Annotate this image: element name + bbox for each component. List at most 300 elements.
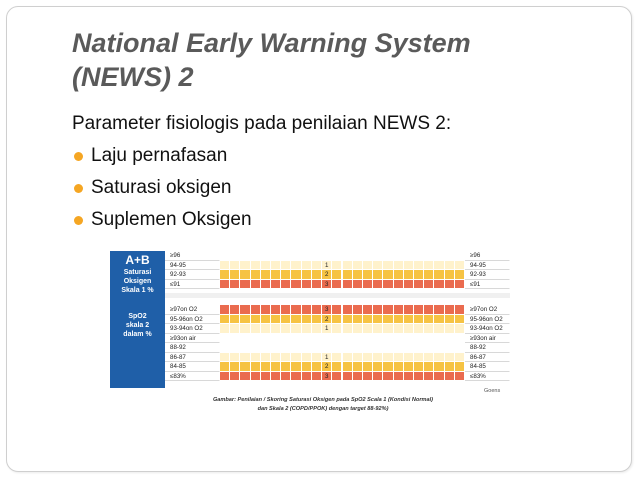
score-cell: [291, 362, 301, 372]
score-cell: [445, 334, 455, 344]
score-cell: 1: [322, 261, 332, 271]
score-cell: [404, 305, 414, 315]
score-cell: [220, 305, 230, 315]
score-cell: [404, 251, 414, 261]
score-cell: [414, 343, 424, 353]
score-cell: [445, 270, 455, 280]
score-cell: [220, 372, 230, 382]
score-cell: [455, 324, 465, 334]
score-cell: [363, 251, 373, 261]
bullet-dot-icon: [74, 216, 83, 225]
score-cell: [404, 362, 414, 372]
score-cell: [394, 372, 404, 382]
score-cell: 2: [322, 270, 332, 280]
score-cell: [312, 334, 322, 344]
slide-body: [72, 108, 451, 236]
score-cell: [291, 251, 301, 261]
score-cell: [434, 280, 444, 290]
score-cell: [261, 280, 271, 290]
table-row: [165, 280, 510, 290]
score-cell: [312, 372, 322, 382]
score-cell: [394, 315, 404, 325]
score-cell: [383, 280, 393, 290]
score-cell: [302, 372, 312, 382]
score-cell: [220, 270, 230, 280]
score-cell: [353, 251, 363, 261]
score-cell: [455, 362, 465, 372]
score-cell: [383, 353, 393, 363]
score-cell: [404, 372, 414, 382]
score-cell: [383, 261, 393, 271]
score-cell: [240, 280, 250, 290]
score-cell: [353, 280, 363, 290]
score-cell: [220, 261, 230, 271]
score-cell: [302, 324, 312, 334]
table-row: [165, 324, 510, 334]
table-row: [165, 334, 510, 344]
score-cell: [445, 251, 455, 261]
panel-heading: A+B: [125, 253, 150, 267]
score-cell: [251, 334, 261, 344]
score-cell: [312, 353, 322, 363]
score-cell: [424, 362, 434, 372]
table-row: [165, 251, 510, 261]
score-cell: [353, 362, 363, 372]
score-cell: [394, 343, 404, 353]
table-row: [165, 343, 510, 353]
score-cell: [445, 305, 455, 315]
row-label: 94-95: [165, 261, 220, 271]
score-cell: [455, 251, 465, 261]
row-label-right: 88-92: [465, 343, 510, 353]
score-cell: [291, 261, 301, 271]
score-cell: [251, 372, 261, 382]
score-cell: [404, 270, 414, 280]
score-cell: [220, 315, 230, 325]
score-cell: [455, 334, 465, 344]
score-cell: [302, 280, 312, 290]
score-cell: [302, 343, 312, 353]
figure-source: Goens: [484, 388, 501, 394]
score-cell: [373, 372, 383, 382]
score-cell: [281, 372, 291, 382]
row-label: ≥96: [165, 251, 220, 261]
score-cell: [383, 372, 393, 382]
score-cell: [383, 305, 393, 315]
score-cell: [394, 280, 404, 290]
score-cell: 2: [322, 362, 332, 372]
score-cell: [312, 324, 322, 334]
score-cell: [434, 251, 444, 261]
news2-spo2-table-figure: [110, 251, 510, 388]
score-cell: [373, 270, 383, 280]
score-cell: [281, 261, 291, 271]
score-cell: [343, 305, 353, 315]
score-cell: [261, 270, 271, 280]
score-cell: [240, 353, 250, 363]
score-cell: [445, 261, 455, 271]
score-cell: [220, 251, 230, 261]
score-cell: [394, 305, 404, 315]
row-label: 86-87: [165, 353, 220, 363]
score-cell: [251, 324, 261, 334]
score-cell: [271, 315, 281, 325]
score-cell: [291, 372, 301, 382]
score-cell: [302, 261, 312, 271]
score-cell: [424, 305, 434, 315]
score-cell: [414, 261, 424, 271]
score-cell: [251, 343, 261, 353]
score-cell: [383, 324, 393, 334]
intro-text: Parameter fisiologis pada penilaian NEWS 2:: [72, 113, 452, 134]
score-cell: [312, 305, 322, 315]
row-label-right: 84-85: [465, 362, 510, 372]
score-grid: [165, 251, 510, 388]
score-cell: [230, 315, 240, 325]
table-row: [165, 270, 510, 280]
score-cell: [394, 334, 404, 344]
bullet-item: Laju pernafasan: [72, 140, 451, 172]
score-cell: [261, 372, 271, 382]
score-cell: [251, 261, 261, 271]
score-cell: [251, 251, 261, 261]
score-cell: [251, 270, 261, 280]
score-cell: [302, 353, 312, 363]
score-cell: [343, 315, 353, 325]
score-cell: [332, 372, 342, 382]
score-cell: [373, 343, 383, 353]
score-cell: [363, 324, 373, 334]
score-cell: [404, 315, 414, 325]
score-cell: [230, 372, 240, 382]
score-cell: [353, 305, 363, 315]
score-cell: [373, 315, 383, 325]
score-cell: [363, 362, 373, 372]
row-label: 95-96on O2: [165, 315, 220, 325]
score-cell: [271, 353, 281, 363]
row-label-right: ≥93on air: [465, 334, 510, 344]
score-cell: [312, 315, 322, 325]
row-label: ≤83%: [165, 372, 220, 382]
score-cell: 3: [322, 372, 332, 382]
row-label: 92-93: [165, 270, 220, 280]
score-cell: [373, 353, 383, 363]
table-row: [165, 353, 510, 363]
score-cell: [291, 343, 301, 353]
bullet-dot-icon: [74, 184, 83, 193]
score-cell: [343, 280, 353, 290]
panel2-label-3: dalam %: [123, 331, 152, 338]
score-cell: 3: [322, 280, 332, 290]
score-cell: [343, 251, 353, 261]
score-cell: [373, 280, 383, 290]
score-cell: [424, 261, 434, 271]
score-cell: [261, 362, 271, 372]
score-cell: [230, 324, 240, 334]
score-cell: [251, 353, 261, 363]
score-cell: [261, 353, 271, 363]
score-cell: [404, 343, 414, 353]
score-cell: [312, 362, 322, 372]
score-cell: [434, 362, 444, 372]
score-cell: [414, 362, 424, 372]
row-label-right: 93-94on O2: [465, 324, 510, 334]
score-cell: [332, 334, 342, 344]
score-cell: [373, 251, 383, 261]
score-cell: [383, 315, 393, 325]
score-cell: [220, 324, 230, 334]
score-cell: [302, 305, 312, 315]
score-cell: [434, 270, 444, 280]
score-cell: 2: [322, 315, 332, 325]
score-cell: [455, 305, 465, 315]
score-cell: [343, 324, 353, 334]
panel2-label-1: SpO2: [128, 313, 147, 320]
score-cell: [424, 324, 434, 334]
score-cell: [302, 334, 312, 344]
score-cell: [240, 324, 250, 334]
row-label: 84-85: [165, 362, 220, 372]
score-cell: [394, 362, 404, 372]
score-cell: [240, 362, 250, 372]
score-cell: [240, 251, 250, 261]
score-cell: [291, 315, 301, 325]
score-cell: [353, 324, 363, 334]
score-cell: [281, 270, 291, 280]
score-cell: [394, 270, 404, 280]
score-cell: [230, 353, 240, 363]
table-row: [165, 315, 510, 325]
score-cell: [363, 280, 373, 290]
score-cell: [445, 362, 455, 372]
score-cell: [434, 305, 444, 315]
panel2-label-2: skala 2: [125, 322, 150, 329]
score-cell: [291, 353, 301, 363]
score-cell: [434, 315, 444, 325]
bullet-item: Saturasi oksigen: [72, 172, 451, 204]
bullet-dot-icon: [74, 152, 83, 161]
score-cell: [261, 324, 271, 334]
score-cell: [424, 372, 434, 382]
row-label: ≥97on O2: [165, 305, 220, 315]
score-cell: [455, 261, 465, 271]
score-cell: [281, 305, 291, 315]
score-cell: [322, 343, 332, 353]
score-cell: [394, 353, 404, 363]
score-cell: [363, 334, 373, 344]
row-label: 88-92: [165, 343, 220, 353]
score-cell: [353, 334, 363, 344]
score-cell: [240, 261, 250, 271]
score-cell: [332, 343, 342, 353]
table-row: [165, 362, 510, 372]
score-cell: [414, 353, 424, 363]
score-cell: [424, 343, 434, 353]
score-cell: [373, 305, 383, 315]
score-cell: [271, 343, 281, 353]
score-cell: [322, 334, 332, 344]
score-cell: [261, 315, 271, 325]
row-label: ≥93on air: [165, 334, 220, 344]
score-cell: [220, 362, 230, 372]
score-cell: [383, 270, 393, 280]
score-cell: [332, 305, 342, 315]
score-cell: [271, 280, 281, 290]
row-label-right: 94-95: [465, 261, 510, 271]
row-label-right: 86-87: [465, 353, 510, 363]
score-cell: [383, 251, 393, 261]
score-cell: [455, 270, 465, 280]
score-cell: [394, 261, 404, 271]
score-cell: [230, 362, 240, 372]
score-cell: [230, 270, 240, 280]
score-cell: [353, 372, 363, 382]
table-row: [165, 261, 510, 271]
score-cell: [281, 280, 291, 290]
bullet-list: [72, 140, 451, 236]
score-cell: [261, 305, 271, 315]
score-cell: [445, 343, 455, 353]
score-cell: [261, 334, 271, 344]
table-row: [165, 372, 510, 382]
score-cell: [414, 334, 424, 344]
score-cell: [343, 334, 353, 344]
score-cell: [291, 280, 301, 290]
score-cell: [424, 251, 434, 261]
score-cell: [383, 334, 393, 344]
score-cell: [434, 353, 444, 363]
row-label-right: ≤83%: [465, 372, 510, 382]
score-cell: [343, 362, 353, 372]
score-cell: [312, 261, 322, 271]
score-cell: [230, 305, 240, 315]
score-cell: [281, 334, 291, 344]
score-cell: [302, 270, 312, 280]
score-cell: [414, 324, 424, 334]
score-cell: [271, 362, 281, 372]
score-cell: [373, 362, 383, 372]
score-cell: [332, 251, 342, 261]
score-cell: [220, 353, 230, 363]
row-label-right: ≥97on O2: [465, 305, 510, 315]
row-label-right: 95-96on O2: [465, 315, 510, 325]
score-cell: [261, 343, 271, 353]
score-cell: [230, 261, 240, 271]
score-cell: [281, 315, 291, 325]
score-cell: [332, 362, 342, 372]
score-cell: [373, 261, 383, 271]
score-cell: [424, 353, 434, 363]
score-cell: [271, 372, 281, 382]
score-cell: [434, 324, 444, 334]
score-cell: [363, 270, 373, 280]
score-cell: [363, 305, 373, 315]
score-cell: [332, 280, 342, 290]
score-cell: [332, 353, 342, 363]
score-cell: [404, 334, 414, 344]
score-cell: [302, 362, 312, 372]
score-cell: [271, 334, 281, 344]
score-cell: [332, 324, 342, 334]
score-cell: [230, 334, 240, 344]
score-cell: [343, 261, 353, 271]
score-cell: [414, 251, 424, 261]
score-cell: [240, 270, 250, 280]
score-cell: [445, 353, 455, 363]
score-cell: [281, 343, 291, 353]
score-cell: [312, 270, 322, 280]
row-label-right: 92-93: [465, 270, 510, 280]
score-cell: [404, 353, 414, 363]
score-cell: [291, 324, 301, 334]
score-cell: [332, 315, 342, 325]
score-cell: 1: [322, 324, 332, 334]
score-cell: [394, 324, 404, 334]
score-cell: [455, 353, 465, 363]
score-cell: [414, 315, 424, 325]
panel1-label-3: Skala 1 %: [121, 287, 154, 294]
score-cell: [404, 261, 414, 271]
score-cell: [312, 280, 322, 290]
score-cell: [445, 372, 455, 382]
score-cell: [281, 362, 291, 372]
score-cell: [251, 362, 261, 372]
score-cell: [434, 343, 444, 353]
score-cell: [240, 315, 250, 325]
score-cell: [445, 315, 455, 325]
score-cell: [363, 315, 373, 325]
score-cell: [383, 343, 393, 353]
score-cell: [424, 270, 434, 280]
score-cell: [312, 251, 322, 261]
figure-caption: Gambar: Penilaian / Skoring Saturasi Oksigen pada SpO2 Scala 1 (Kondisi Normal) dan Skala 2 (COPD/PPOK) dengan target 88-92%): [212, 397, 434, 412]
score-cell: [271, 324, 281, 334]
score-cell: [363, 353, 373, 363]
bullet-item: Suplemen Oksigen: [72, 204, 451, 236]
row-label-right: ≤91: [465, 280, 510, 290]
score-cell: [240, 343, 250, 353]
score-cell: [353, 270, 363, 280]
score-cell: [455, 372, 465, 382]
score-cell: [363, 261, 373, 271]
row-label: ≤91: [165, 280, 220, 290]
score-cell: [394, 251, 404, 261]
score-cell: [424, 315, 434, 325]
panel1-label-2: Oksigen: [123, 278, 152, 285]
score-cell: [240, 305, 250, 315]
score-cell: [445, 324, 455, 334]
score-cell: [424, 334, 434, 344]
score-cell: 3: [322, 305, 332, 315]
score-cell: [424, 280, 434, 290]
score-cell: [434, 334, 444, 344]
row-label: 93-94on O2: [165, 324, 220, 334]
score-cell: [322, 251, 332, 261]
score-cell: [220, 334, 230, 344]
table-left-panel: [110, 251, 165, 388]
score-cell: [353, 353, 363, 363]
score-cell: [281, 251, 291, 261]
score-cell: [230, 343, 240, 353]
scale-separator: [165, 293, 510, 298]
score-cell: [363, 372, 373, 382]
score-cell: [230, 251, 240, 261]
score-cell: [373, 324, 383, 334]
score-cell: [261, 251, 271, 261]
score-cell: [271, 305, 281, 315]
score-cell: [291, 334, 301, 344]
score-cell: [383, 362, 393, 372]
